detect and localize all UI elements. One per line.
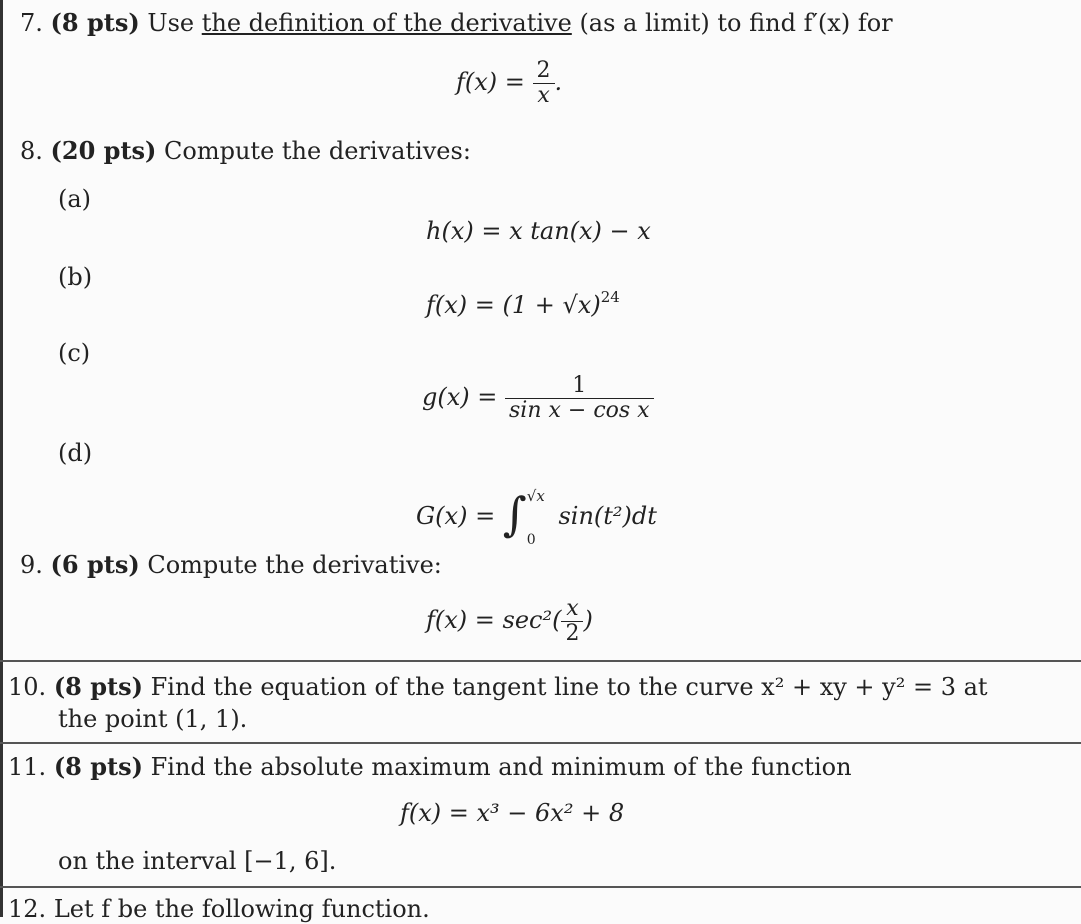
q8c-fraction [505, 374, 654, 423]
q9-fraction [561, 597, 583, 646]
question-12 [8, 894, 430, 924]
question-9 [20, 550, 442, 580]
q8-number: 8. [20, 137, 43, 165]
q9-denominator: 2 [565, 621, 580, 646]
question-11 [8, 752, 852, 782]
q8c-numerator: 1 [505, 374, 654, 399]
q8a-label: (a) [58, 185, 92, 213]
q11-interval: on the interval [−1, 6]. [58, 847, 337, 875]
q8d-equation [416, 478, 657, 546]
q8b-equation [426, 290, 620, 323]
q9-text: Compute the derivative: [147, 551, 442, 579]
separator-3 [0, 886, 1081, 888]
q10-line1: Find the equation of the tangent line to the curve x² + xy + y² = 3 at [150, 673, 988, 701]
q9-points: (6 pts) [50, 550, 140, 579]
q9-equation [426, 592, 593, 648]
q8d-integral-sign: ∫ [502, 487, 527, 541]
q7-text-post: (as a limit) to find f′(x) for [579, 9, 893, 37]
q11-equation: f(x) = x³ − 6x² + 8 [400, 799, 625, 827]
q7-number: 7. [20, 9, 43, 37]
q7-fraction [533, 59, 555, 108]
q7-points: (8 pts) [50, 8, 140, 37]
q10-line2: the point (1, 1). [58, 705, 248, 733]
q8d-upper-limit: √x [526, 486, 545, 505]
q11-number: 11. [8, 753, 47, 781]
q8-text: Compute the derivatives: [164, 137, 471, 165]
q11-text: Find the absolute maximum and minimum of the function [150, 753, 852, 781]
separator-1 [0, 660, 1081, 662]
separator-2 [0, 742, 1081, 744]
q9-number: 9. [20, 551, 43, 579]
q8c-eq-lhs: g(x) = [422, 383, 498, 411]
q8d-label: (d) [58, 439, 93, 467]
q8c-label: (c) [58, 339, 91, 367]
q8b-eq-lhs: f(x) = (1 + √x) [426, 291, 601, 319]
q8c-denominator: sin x − cos x [509, 398, 650, 423]
q9-numerator: x [561, 597, 583, 622]
q10-points: (8 pts) [53, 672, 143, 701]
question-10 [8, 672, 988, 702]
q8d-eq-lhs: G(x) = [416, 502, 496, 530]
q8d-lower-limit: 0 [526, 531, 536, 548]
q12-number: 12. [8, 895, 47, 923]
q10-number: 10. [8, 673, 47, 701]
q7-equation [456, 52, 562, 112]
q8a-equation: h(x) = x tan(x) − x [426, 217, 651, 245]
q8d-integrand: sin(t²)dt [558, 502, 657, 530]
left-margin-rule [0, 0, 3, 917]
q8-points: (20 pts) [50, 136, 157, 165]
q8b-exponent: 24 [600, 288, 620, 306]
q11-points: (8 pts) [53, 752, 143, 781]
q7-eq-tail: . [554, 68, 563, 96]
q7-text-pre: Use [147, 9, 195, 37]
q7-denominator: x [537, 83, 550, 108]
q7-numerator: 2 [533, 59, 555, 84]
q7-definition-link: the definition of the derivative [201, 9, 572, 37]
q8c-equation [422, 364, 654, 430]
q12-text: Let f be the following function. [53, 895, 430, 923]
q9-eq-lhs: f(x) = sec²( [426, 606, 562, 634]
q9-eq-tail: ) [583, 606, 593, 634]
q7-eq-lhs: f(x) = [456, 68, 525, 96]
question-8 [20, 136, 471, 166]
question-7 [20, 8, 893, 38]
q8b-label: (b) [58, 263, 93, 291]
